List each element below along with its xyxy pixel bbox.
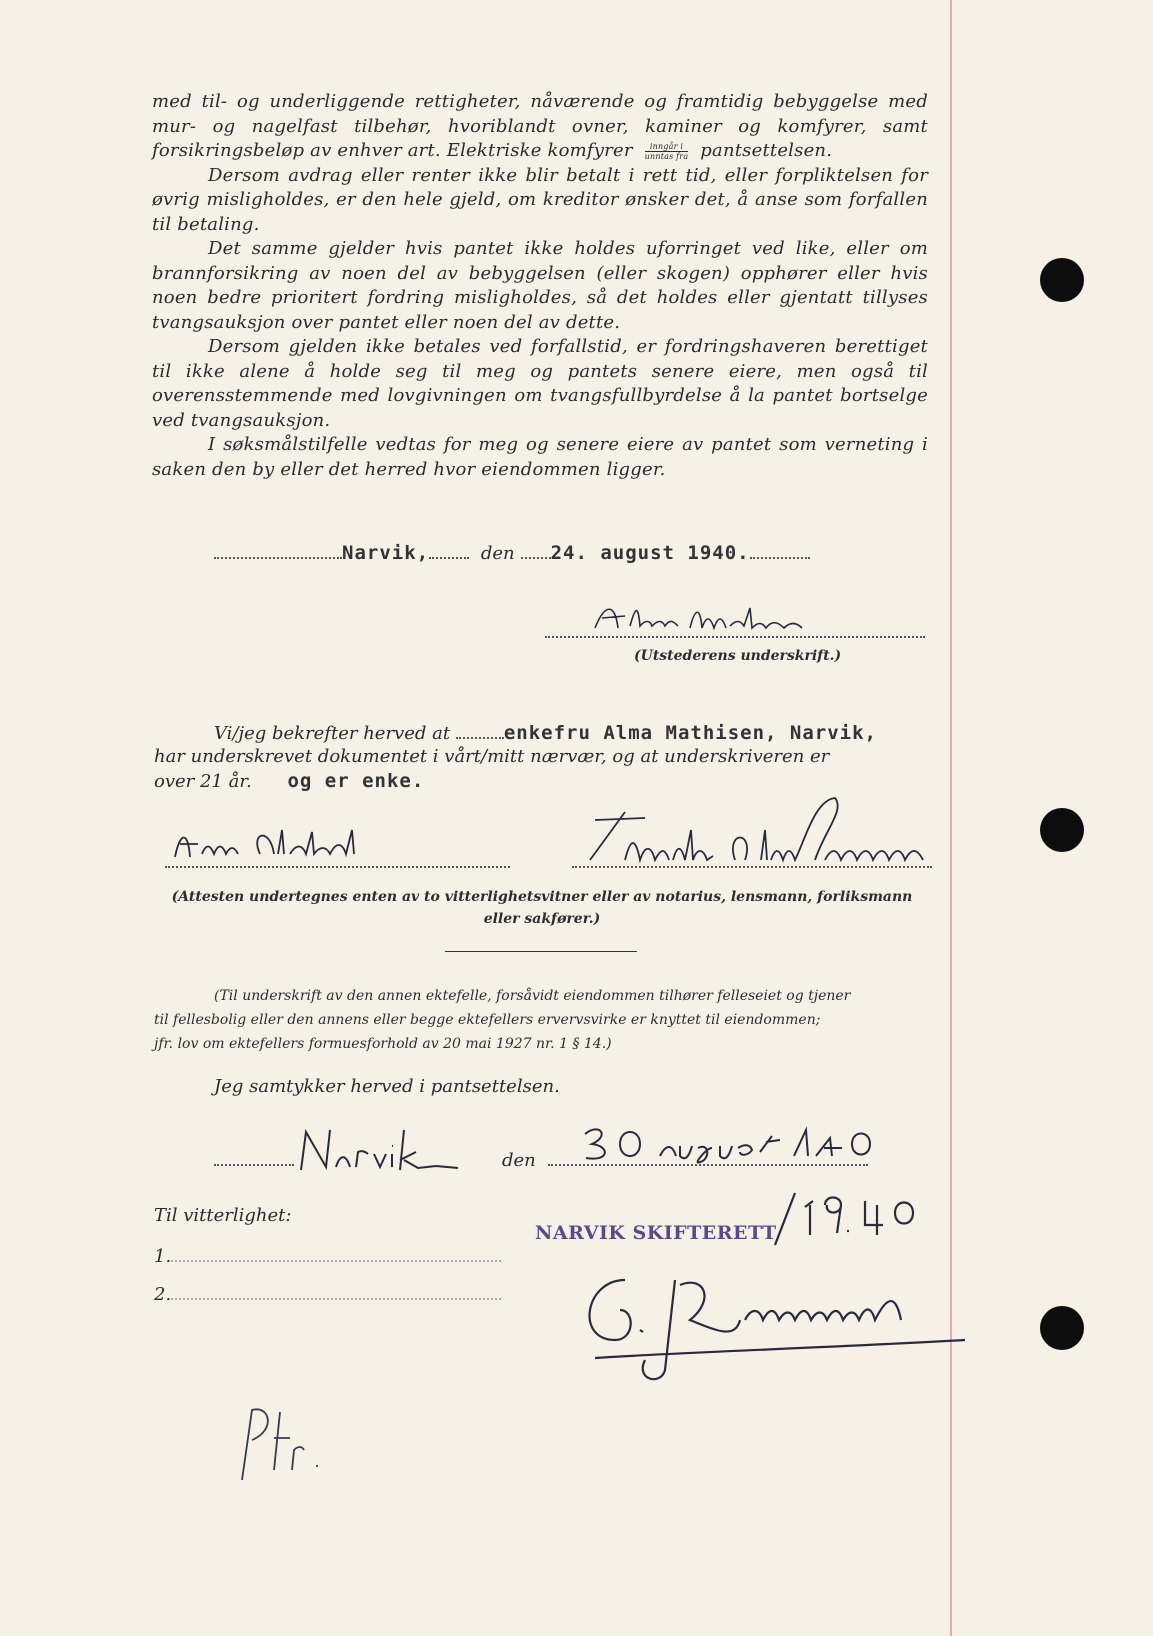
issuer-caption: (Utstederens underskrift.) — [634, 648, 842, 664]
judge-signature — [565, 1260, 985, 1394]
punch-hole — [1040, 258, 1084, 302]
paragraph-5: I søksmålstilfelle vedtas for meg og senere eiere av pantet som verneting i saken den by eller det herred hvor eiendommen ligger. — [152, 434, 928, 480]
handwritten-date — [580, 1116, 880, 1170]
vitterlighet-line-2: 2. — [154, 1284, 501, 1305]
paragraph-2: Dersom avdrag eller renter ikke blir betalt i rett tid, eller forpliktelsen for øvrig misligholdes, er den hele gjeld, om kreditor ønsker det, å anse som forfallen til betaling. — [152, 164, 928, 235]
punch-hole — [1040, 1306, 1084, 1350]
vitterlighet-line-1: 1. — [154, 1246, 501, 1267]
handwritten-place — [296, 1122, 466, 1181]
spouse-note-1: (Til underskrift av den annen ektefelle, forsåvidt eiendommen tilhører felleseiet og tjener — [214, 988, 851, 1004]
witness-line-3: over 21 år. og er enke. — [154, 770, 425, 792]
date-line-1: Narvik, den 24. august 1940. — [214, 542, 810, 564]
margin-initials — [230, 1400, 340, 1494]
issuer-sign-line — [545, 622, 925, 643]
witness-caption-2: eller sakfører.) — [483, 911, 601, 927]
paragraph-1: med til- og underliggende rettigheter, nåværende og framtidig bebyggelse med mur- og nagelfast tilbehør, hvoriblandt ovner, kaminer og komfyrer, samt forsikringsbeløp av enhver art. Elektriske komfyrer $\frac{\text{inngår i}}{\text{unntas fra}}$ pantsettelsen. — [152, 91, 928, 161]
court-stamp: NARVIK SKIFTERETT — [535, 1222, 777, 1244]
spouse-note-2: til fellesbolig eller den annens eller begge ektefellers ervervsvirke er knyttet til eiendommen; — [154, 1012, 821, 1028]
date-line-2-den: den — [502, 1150, 868, 1171]
witness-line-b — [572, 852, 932, 873]
stamp-date-handwritten — [765, 1185, 965, 1259]
witness-line-2: har underskrevet dokumentet i vårt/mitt nærvær, og at underskriveren er — [154, 746, 830, 767]
witness-line-a — [165, 852, 510, 873]
paragraph-4: Dersom gjelden ikke betales ved forfallstid, er fordringshaveren berettiget til ikke alene å holde seg til meg og pantets senere eiere, men også til overensstemmende med lovgivningen om tvangsfullbyrdelse å la pantet bortselge ved tvangsauksjon. — [152, 336, 928, 431]
section-divider — [445, 951, 637, 952]
punch-hole — [1040, 808, 1084, 852]
spouse-note-3: jfr. lov om ektefellers formuesforhold av 20 mai 1927 nr. 1 § 14.) — [154, 1036, 612, 1052]
vitterlighet-label: Til vitterlighet: — [154, 1205, 292, 1226]
spouse-consent: Jeg samtykker herved i pantsettelsen. — [214, 1076, 560, 1097]
date-line-2 — [214, 1150, 294, 1171]
mortgage-terms-text — [152, 90, 928, 482]
witness-caption-1: (Attesten undertegnes enten av to vitterlighetsvitner eller av notarius, lensmann, forliksmann — [171, 889, 913, 905]
fraction-choice: $\frac{\text{inngår i}}{\text{unntas fra}}$ — [644, 141, 689, 161]
paragraph-3: Det samme gjelder hvis pantet ikke holdes uforringet ved like, eller om brannforsikring av noen del av bebyggelsen (eller skogen) opphører eller hvis noen bedre prioritert fordring misligholdes, så det holdes eller gjentatt tillyses tvangsauksjon over pantet eller noen del av dette. — [152, 238, 928, 333]
witness-line-1: Vi/jeg bekrefter herved at enkefru Alma Mathisen, Narvik, — [214, 722, 877, 744]
